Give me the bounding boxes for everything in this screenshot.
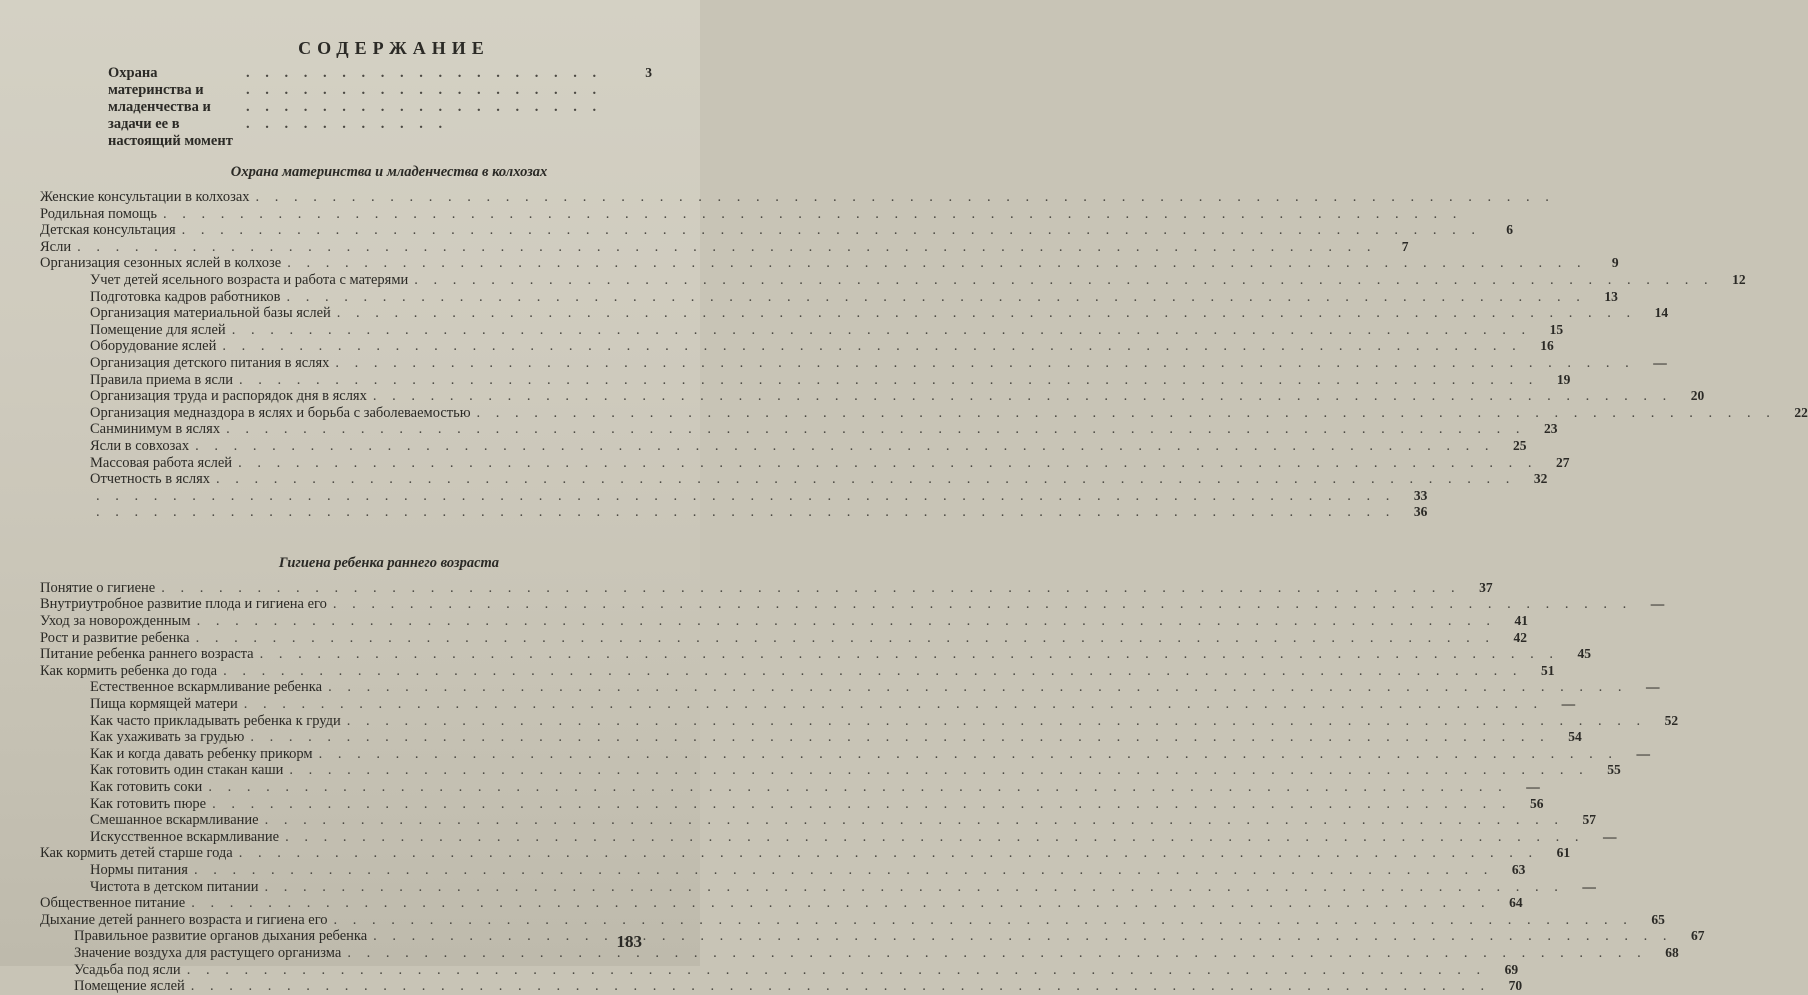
toc-page-number: 51 xyxy=(1541,662,1555,678)
section-title-2: Гигиена ребенка раннего возраста xyxy=(278,554,500,571)
dot-leader xyxy=(226,421,1525,438)
toc-entry xyxy=(40,305,1669,322)
toc-page-number: 7 xyxy=(1401,238,1409,254)
toc-entry-label: Как готовить пюре xyxy=(90,795,207,812)
toc-page-number: 20 xyxy=(1690,388,1705,404)
toc-page-number: 12 xyxy=(1732,271,1746,287)
dot-leader xyxy=(96,504,1395,521)
dot-leader xyxy=(286,289,1585,306)
toc-entry-label: Смешанное вскармливание xyxy=(90,812,259,829)
dot-leader xyxy=(414,272,1713,289)
toc-entry xyxy=(40,596,1665,613)
toc-entry-label: Внутриутробное развитие плода и гигиена его xyxy=(40,596,327,613)
toc-entry-label: Пища кормящей матери xyxy=(90,696,238,713)
dot-leader xyxy=(244,696,1543,713)
dot-leader xyxy=(77,239,1376,256)
toc-page-number: 61 xyxy=(1556,845,1571,861)
toc-entry-label: Родильная помощь xyxy=(40,205,157,222)
toc-page-number: 68 xyxy=(1665,944,1679,960)
section-gap xyxy=(40,521,658,555)
toc-entry xyxy=(40,504,1428,521)
dot-leader xyxy=(289,762,1588,779)
toc-entry xyxy=(40,712,1679,730)
toc-page-number: 32 xyxy=(1533,471,1548,487)
dot-leader xyxy=(260,646,1559,663)
dot-leader xyxy=(265,812,1564,829)
toc-entry-label: Санминимум в яслях xyxy=(90,421,221,438)
dot-leader xyxy=(347,945,1646,962)
toc-entry xyxy=(40,779,1540,796)
toc-entry xyxy=(40,828,1617,846)
dot-leader xyxy=(182,222,1481,239)
toc-entry xyxy=(40,928,1705,945)
toc-entry-label: Ясли xyxy=(40,238,72,255)
toc-intro-row xyxy=(40,65,658,150)
toc-page-number: 36 xyxy=(1413,504,1428,520)
toc-page-number: 57 xyxy=(1582,812,1596,828)
dot-leader xyxy=(328,679,1627,696)
toc-page-number: 45 xyxy=(1577,646,1591,662)
toc-page-number: — xyxy=(1650,596,1665,612)
toc-entry-label: Искусственное вскармливание xyxy=(90,828,280,845)
toc-page-number: 37 xyxy=(1479,579,1493,595)
toc-entry xyxy=(40,338,1554,355)
toc-entry-label: Как кормить ребенка до года xyxy=(40,662,218,679)
toc-entry xyxy=(40,944,1679,962)
toc-page-number: 22 xyxy=(1794,404,1808,420)
dot-leader xyxy=(337,305,1636,322)
contents-heading: СОДЕРЖАНИЕ xyxy=(298,38,490,58)
toc-entry xyxy=(40,579,1493,597)
toc-entry-label: Общественное питание xyxy=(40,895,186,912)
toc-list-section-1 xyxy=(40,189,1808,521)
toc-entry-label: Организация труда и распорядок дня в яслях xyxy=(90,388,367,405)
toc-entry xyxy=(40,238,1409,256)
toc-entry-label: Оборудование яслей xyxy=(90,338,217,355)
toc-page-number: 42 xyxy=(1513,629,1527,645)
dot-leader xyxy=(191,895,1490,912)
toc-page-number: 56 xyxy=(1529,795,1544,811)
toc-entry-label: Правильное развитие органов дыхания ребенка xyxy=(74,928,368,945)
toc-entry xyxy=(40,762,1621,779)
toc-entry xyxy=(40,404,1808,422)
toc-entry xyxy=(40,679,1660,696)
toc-entry xyxy=(40,471,1548,488)
toc-entry xyxy=(40,729,1582,746)
dot-leader xyxy=(264,879,1563,896)
toc-entry-label: Как готовить один стакан каши xyxy=(90,762,284,779)
dot-leader xyxy=(250,729,1549,746)
toc-entry xyxy=(40,646,1591,663)
toc-entry xyxy=(40,961,1519,979)
section-title-1: Охрана материнства и младенчества в колхозах xyxy=(230,164,548,180)
dot-leader xyxy=(477,405,1776,422)
dot-leader xyxy=(333,596,1632,613)
toc-page-number: 3 xyxy=(645,65,652,80)
dot-leader xyxy=(246,65,620,133)
toc-entry-label: Отчетность в яслях xyxy=(90,471,210,488)
toc-entry xyxy=(40,895,1523,912)
dot-leader xyxy=(256,189,1555,206)
dot-leader xyxy=(373,928,1672,945)
dot-leader xyxy=(347,713,1646,730)
toc-entry xyxy=(40,613,1528,630)
toc-entry xyxy=(40,271,1746,289)
toc-entry xyxy=(40,845,1571,862)
toc-page-number: — xyxy=(1603,828,1617,844)
toc-page-number: 67 xyxy=(1691,928,1705,944)
toc-entry xyxy=(40,255,1619,272)
toc-page-number: 16 xyxy=(1540,338,1554,354)
toc-entry xyxy=(40,795,1544,813)
dot-leader xyxy=(232,322,1531,339)
dot-leader xyxy=(187,962,1486,979)
toc-entry xyxy=(40,629,1527,647)
toc-entry xyxy=(40,354,1667,372)
toc-entry-label: Помещение яслей xyxy=(74,978,185,995)
toc-entry-label: Усадьба под ясли xyxy=(74,961,181,978)
toc-page-number: 13 xyxy=(1604,288,1618,304)
toc-page-number: 64 xyxy=(1509,895,1523,911)
toc-page-number: 19 xyxy=(1556,371,1571,387)
dot-leader xyxy=(195,438,1494,455)
toc-page-number: 14 xyxy=(1654,305,1669,321)
toc-entry xyxy=(40,454,1570,472)
toc-page-number: 55 xyxy=(1607,762,1621,778)
toc-page-number: 70 xyxy=(1508,978,1523,994)
toc-entry xyxy=(40,206,658,223)
toc-entry xyxy=(40,861,1526,879)
dot-leader xyxy=(223,663,1522,680)
toc-page-number: — xyxy=(1636,745,1650,761)
toc-page-number: — xyxy=(1561,696,1576,712)
toc-entry xyxy=(40,696,1576,713)
toc-entry xyxy=(40,911,1665,929)
toc-entry xyxy=(40,662,1555,680)
dot-leader xyxy=(238,455,1537,472)
dot-leader xyxy=(335,355,1634,372)
toc-entry xyxy=(40,388,1705,405)
dot-leader xyxy=(285,829,1584,846)
toc-entry xyxy=(40,812,1596,829)
toc-entry-label: Ясли в совхозах xyxy=(90,437,190,454)
toc-page-number: 9 xyxy=(1611,255,1619,271)
toc-entry-label: Учет детей ясельного возраста и работа с матерями xyxy=(90,271,409,288)
toc-entry-label: Охрана материнства и младенчества и задачи ее в настоящий момент xyxy=(108,65,233,149)
toc-page-number: — xyxy=(1526,779,1540,794)
dot-leader xyxy=(212,796,1511,813)
toc-entry-label: Женские консультации в колхозах xyxy=(40,189,250,205)
dot-leader xyxy=(239,845,1538,862)
toc-page-number: 23 xyxy=(1543,421,1558,437)
toc-entry-label: Организация сезонных яслей в колхозе xyxy=(40,255,282,272)
toc-page-number: 54 xyxy=(1568,729,1582,745)
toc-entry-label: Естественное вскармливание ребенка xyxy=(90,679,323,696)
toc-entry-label: Помещение для яслей xyxy=(90,321,226,338)
toc-entry-label: Как часто прикладывать ребенка к груди xyxy=(90,712,341,729)
toc-entry xyxy=(40,222,1513,239)
dot-leader xyxy=(208,779,1507,796)
toc-entry-label: Массовая работа яслей xyxy=(90,454,233,471)
toc-entry-label: Чистота в детском питании xyxy=(90,878,259,895)
toc-entry-label: Понятие о гигиене xyxy=(40,579,156,596)
dot-leader xyxy=(222,338,1521,355)
toc-entry xyxy=(40,878,1596,896)
toc-entry-label: Питание ребенка раннего возраста xyxy=(40,646,254,663)
dot-leader xyxy=(287,255,1586,272)
toc-entry-label: Правила приема в ясли xyxy=(90,371,233,388)
toc-page-number: 6 xyxy=(1506,222,1513,238)
dot-leader xyxy=(96,488,1395,505)
toc-entry-label: Как готовить соки xyxy=(90,779,203,795)
dot-leader xyxy=(197,613,1496,630)
toc-entry-label: Детская консультация xyxy=(40,222,176,239)
dot-leader xyxy=(196,630,1495,647)
toc-page-number: — xyxy=(1645,679,1660,695)
toc-entry-label: Рост и развитие ребенка xyxy=(40,629,190,646)
toc-page-number: 65 xyxy=(1651,911,1665,927)
toc-entry-label: Нормы питания xyxy=(90,861,188,878)
toc-page-number: 69 xyxy=(1504,961,1519,977)
toc-page-number: — xyxy=(1653,354,1667,370)
toc-page-number: 52 xyxy=(1664,712,1679,728)
toc-entry-label: Подготовка кадров работников xyxy=(90,288,281,305)
toc-page-number: 27 xyxy=(1555,454,1570,470)
dot-leader xyxy=(161,580,1460,597)
dot-leader xyxy=(239,372,1538,389)
toc-entry xyxy=(40,437,1527,455)
dot-leader xyxy=(319,746,1618,763)
toc-entry xyxy=(40,421,1558,438)
toc-entry-label: Как и когда давать ребенку прикорм xyxy=(90,745,313,762)
dot-leader xyxy=(163,206,1462,223)
toc-entry xyxy=(40,288,1618,306)
dot-leader xyxy=(373,388,1672,405)
toc-page-number: 41 xyxy=(1514,613,1528,629)
page-number: 183 xyxy=(616,932,642,951)
dot-leader xyxy=(334,912,1633,929)
toc-entry-label: Как ухаживать за грудью xyxy=(90,729,245,746)
toc-entry-label: Организация детского питания в яслях xyxy=(90,354,330,371)
toc-entry-label: Уход за новорожденным xyxy=(40,613,191,630)
toc-entry xyxy=(40,371,1571,389)
dot-leader xyxy=(191,978,1490,995)
toc-entry xyxy=(40,745,1650,763)
toc-entry-label: Как кормить детей старше года xyxy=(40,845,233,862)
toc-page-number: — xyxy=(1582,878,1596,894)
toc-list-section-2 xyxy=(40,579,1705,995)
dot-leader xyxy=(194,862,1493,879)
toc-page-number: 33 xyxy=(1413,487,1428,503)
toc-entry-label: Организация медназдора в яслях и борьба с заболеваемостью xyxy=(90,404,471,421)
toc-entry-label: Дыхание детей раннего возраста и гигиена его xyxy=(40,911,328,928)
toc-entry-label: Организация материальной базы яслей xyxy=(90,305,331,322)
toc-page-number: 15 xyxy=(1549,321,1564,337)
toc-entry xyxy=(40,321,1564,339)
toc-entry xyxy=(40,487,1428,505)
toc-page-number: 25 xyxy=(1512,437,1527,453)
dot-leader xyxy=(216,471,1515,488)
toc-entry xyxy=(40,978,1523,995)
toc-page-number: 63 xyxy=(1511,861,1526,877)
toc-entry xyxy=(40,189,658,206)
toc-entry-label: Значение воздуха для растущего организма xyxy=(74,944,342,961)
